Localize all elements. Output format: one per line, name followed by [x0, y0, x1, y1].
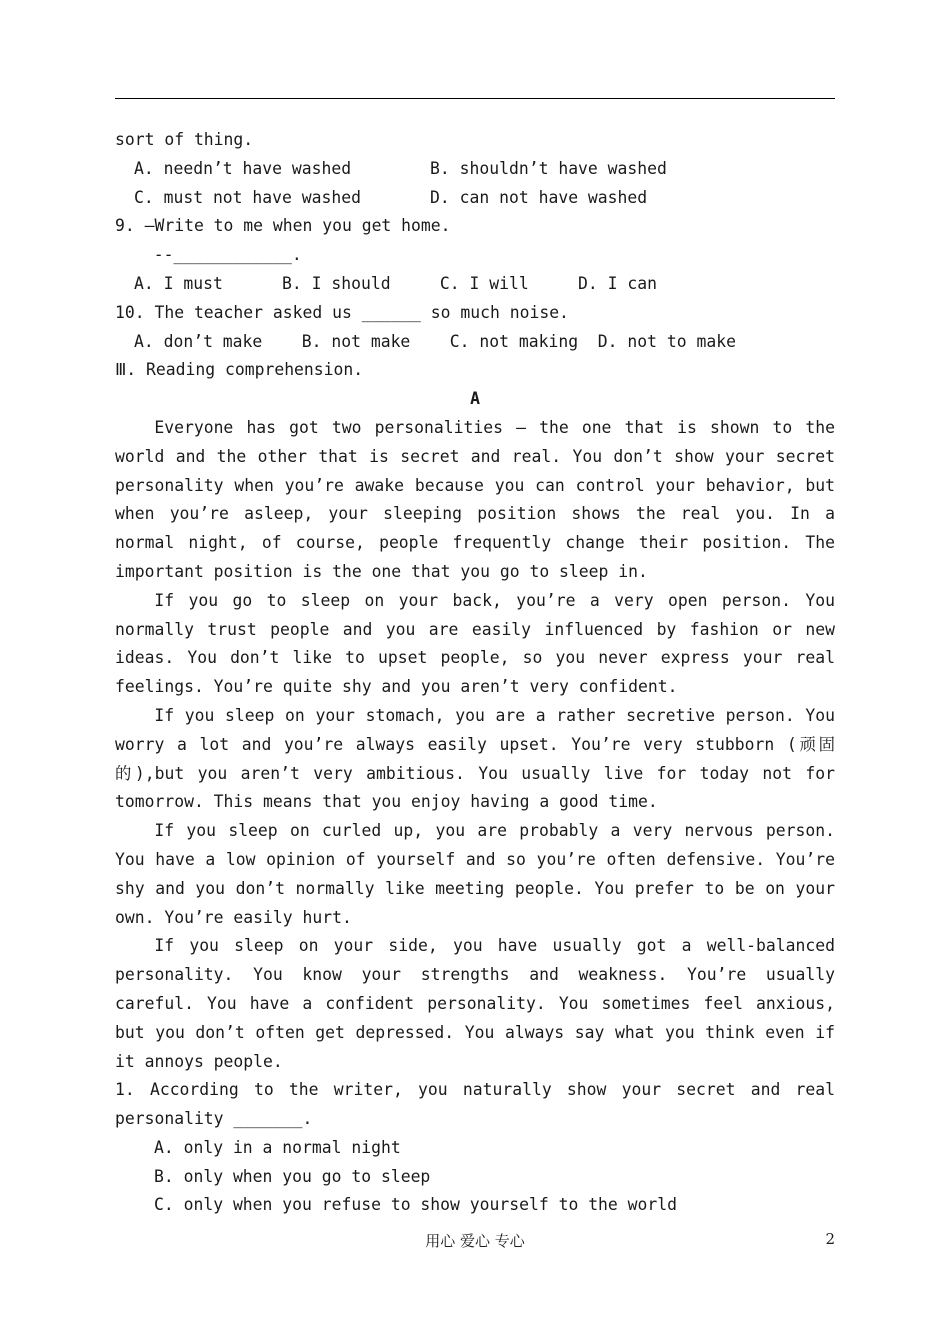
passage-paragraph: If you sleep on your stomach, you are a rather secretive person. You worry a lot and you’re always easily upset. You’re very stubborn (顽固的),but you aren’t very ambitious. You usually live for today not for tomorrow. This means that you enjoy having a good time. — [115, 705, 835, 812]
footer-motto: 用心 爱心 专心 — [425, 1232, 525, 1250]
rq1-option-a: A. only in a normal night — [154, 1137, 401, 1157]
header-rule — [115, 98, 835, 99]
passage-paragraph: If you sleep on your side, you have usually got a well-balanced personality. You know your strengths and weakness. You’re usually careful. You have a confident personality. You sometimes feel anxious, but you don’t often get depressed. You always say what you think even if it annoys people. — [115, 936, 835, 1071]
q9-answer-blank: --____________. — [134, 245, 302, 265]
page-footer — [0, 1230, 950, 1254]
page-number: 2 — [825, 1230, 835, 1248]
q10-stem: 10. The teacher asked us ______ so much noise. — [115, 302, 569, 322]
q10-options: A. don’t make B. not make C. not making D. not to make — [134, 331, 736, 351]
rq1-option-b: B. only when you go to sleep — [154, 1166, 431, 1186]
rq1-option-c: C. only when you refuse to show yourself to the world — [154, 1195, 678, 1215]
passage-paragraph: If you sleep on curled up, you are probably a very nervous person. You have a low opinion of yourself and so you’re often defensive. You’re shy and you don’t normally like meeting people. You prefer to be on your own. You’re easily hurt. — [115, 821, 835, 927]
section-heading: Ⅲ. Reading comprehension. — [115, 360, 364, 380]
q8-tail: sort of thing. — [115, 130, 254, 149]
passage-label: A — [470, 389, 480, 409]
q8-options-row2: C. must not have washed D. can not have washed — [134, 187, 648, 207]
passage-paragraph: If you go to sleep on your back, you’re a very open person. You normally trust people and you are easily influenced by fashion or new ideas. You don’t like to upset people, so you never express your real feelings. You’re quite shy and you aren’t very confident. — [115, 590, 835, 697]
document-body — [115, 126, 835, 1220]
q9-stem: 9. –Write to me when you get home. — [115, 216, 451, 236]
q8-options-row1: A. needn’t have washed B. shouldn’t have washed — [134, 158, 667, 178]
q9-options: A. I must B. I should C. I will D. I can — [134, 273, 658, 293]
rq1-stem: 1. According to the writer, you naturally show your secret and real personality _______. — [115, 1080, 835, 1129]
passage-paragraph: Everyone has got two personalities – the one that is shown to the world and the other that is secret and real. You don’t show your secret personality when you’re awake because you can control your behavior, but when you’re asleep, your sleeping position shows the real you. In a normal night, of course, people frequently change their position. The important position is the one that you go to sleep in. — [115, 417, 835, 581]
